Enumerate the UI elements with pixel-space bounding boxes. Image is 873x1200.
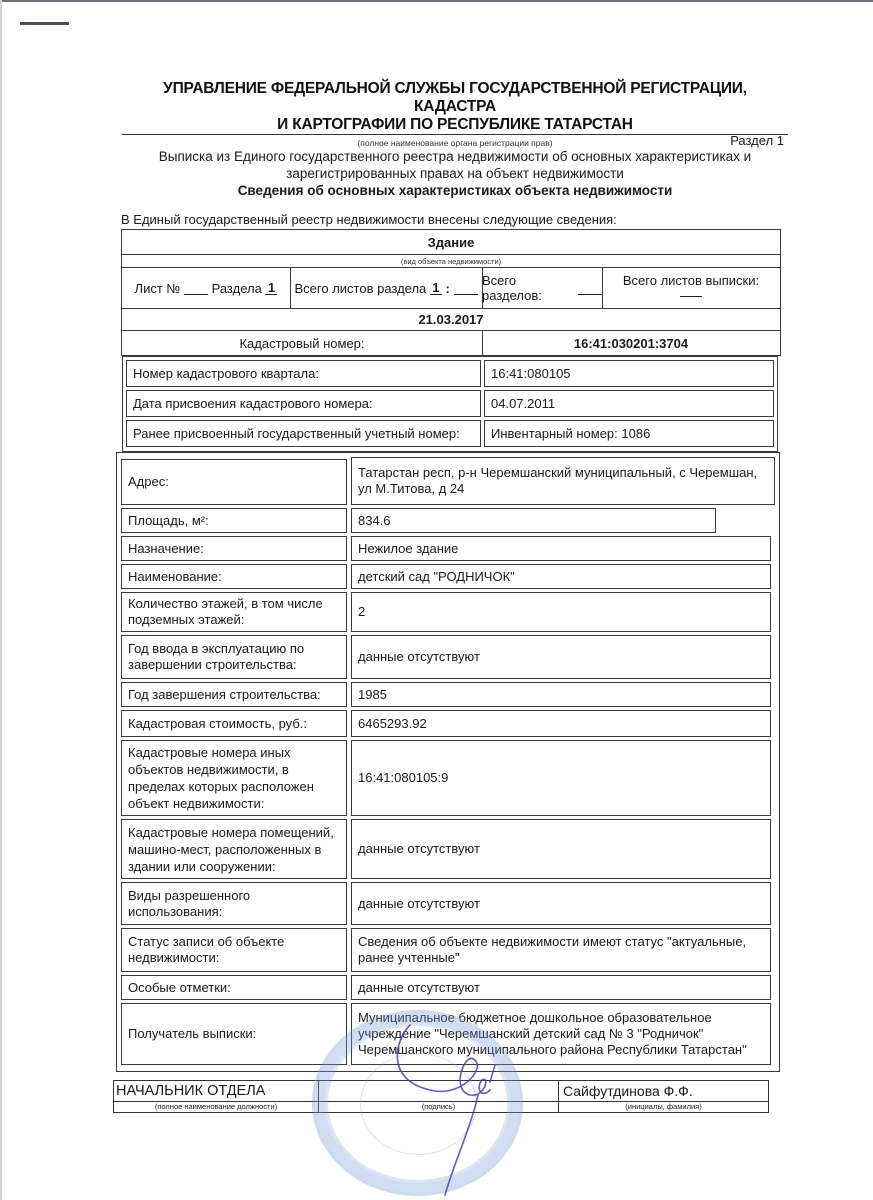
char-value	[351, 682, 771, 707]
char-value	[351, 710, 771, 737]
registry-value	[484, 390, 774, 417]
char-label	[121, 975, 347, 1000]
char-value-text: данные отсутствуют	[358, 841, 480, 856]
total-sheets-blank	[454, 281, 478, 295]
char-label-text: Год завершения строительства:	[128, 686, 321, 702]
name-caption: (инициалы, фамилия)	[559, 1101, 768, 1112]
agency-caption: (полное наименование органа регистрации прав)	[357, 138, 553, 148]
position-caption: (полное наименование должности)	[114, 1101, 318, 1112]
char-value-text: данные отсутствуют	[358, 979, 480, 995]
position-cell	[114, 1081, 319, 1112]
registry-value	[484, 420, 774, 447]
char-label-text: Виды разрешенного использования:	[128, 887, 251, 919]
char-value	[351, 882, 771, 925]
extract-date: 21.03.2017	[418, 312, 484, 327]
cadastral-number-value: 16:41:030201:3704	[573, 335, 689, 351]
char-value-text: Муниципальное бюджетное дошкольное образовательное учреждение "Черемшанский детский сад № 3 "Родничок" Черемшанского муниципального района Республики Татарстан"	[358, 1010, 747, 1057]
char-value-text: Сведения об объекте недвижимости имеют статус "актуальные, ранее учтенные"	[358, 934, 747, 965]
char-value	[351, 536, 771, 561]
scan-mark	[20, 22, 69, 25]
char-label-text: Получатель выписки:	[128, 1026, 257, 1041]
sheet-label: Лист №	[134, 280, 181, 296]
char-value-text: данные отсутствуют	[358, 895, 480, 911]
registry-label-text: Номер кадастрового квартала:	[133, 365, 319, 381]
char-label-text: Адрес:	[128, 474, 169, 489]
char-label-text: Особые отметки:	[128, 979, 231, 995]
agency-name-line1: УПРАВЛЕНИЕ ФЕДЕРАЛЬНОЙ СЛУЖБЫ ГОСУДАРСТВЕННОЙ РЕГИСТРАЦИИ, КАДАСТРА	[163, 80, 747, 115]
char-label-text: Площадь, м²:	[128, 512, 209, 528]
sheet-info-row	[122, 268, 780, 308]
total-sheets-section-cell: Всего листов раздела 1 :	[290, 268, 483, 308]
char-label	[121, 1003, 347, 1065]
char-label	[121, 710, 347, 737]
char-label-text: Статус записи об объекте недвижимости:	[128, 934, 285, 965]
char-value	[351, 592, 771, 632]
page-edge	[0, 0, 873, 2]
char-value-text: данные отсутствуют	[358, 649, 480, 664]
char-value-text: Нежилое здание	[358, 540, 459, 556]
char-value	[351, 928, 771, 972]
agency-name	[122, 80, 788, 135]
section-label: Раздел 1	[730, 133, 784, 148]
cadastral-number-row	[122, 331, 780, 355]
char-value	[351, 819, 771, 879]
registry-value	[484, 360, 774, 387]
extract-title-line1: Выписка из Единого государственного реестра недвижимости об основных характеристиках и	[158, 149, 752, 164]
registry-value-text: 16:41:080105	[491, 365, 571, 381]
char-label-text: Кадастровые номера помещений, машино-мест, расположенных в здании или сооружении:	[128, 824, 334, 874]
signature-block	[113, 1080, 769, 1113]
char-label	[121, 592, 347, 632]
total-sections-cell	[482, 268, 603, 308]
total-sections-blank	[578, 281, 602, 295]
extract-title	[118, 148, 792, 199]
object-header-block	[121, 229, 781, 356]
signature-cell	[319, 1081, 559, 1112]
document-header	[118, 80, 792, 149]
char-label	[121, 740, 347, 816]
char-value-text: Татарстан респ, р-н Черемшанский муниципальный, с Черемшан, ул М.Титова, д 24	[358, 465, 758, 496]
registry-label-text: Ранее присвоенный государственный учетный номер:	[133, 425, 460, 441]
total-extract-sheets-cell	[602, 268, 780, 308]
intro-text: В Единый государственный реестр недвижимости внесены следующие сведения:	[121, 212, 617, 227]
page-edge	[0, 0, 2, 1200]
char-label	[121, 508, 347, 533]
signature-caption: (подпись)	[319, 1101, 558, 1112]
total-extract-sheets-label: Всего листов выписки:	[622, 273, 760, 288]
char-label	[121, 459, 347, 505]
char-value	[351, 975, 771, 1000]
char-label	[121, 928, 347, 972]
registry-label	[126, 420, 481, 447]
sheet-section-value: 1	[265, 281, 277, 295]
total-sheets-section-value: 1	[430, 281, 442, 295]
sheet-number-blank	[184, 281, 208, 295]
name-cell	[559, 1081, 768, 1112]
char-value-text: 1985	[358, 686, 387, 702]
char-label	[121, 564, 347, 589]
char-value-text: 2	[358, 604, 366, 619]
sheet-number-cell	[122, 268, 291, 308]
char-value-text: 16:41:080105:9	[358, 770, 449, 785]
registry-label	[126, 390, 481, 417]
char-label-text: Назначение:	[128, 540, 204, 556]
total-sheets-section-label: Всего листов раздела	[294, 280, 427, 296]
char-label	[121, 536, 347, 561]
char-label-text: Год ввода в эксплуатацию по завершении строительства:	[128, 641, 305, 672]
object-type-caption: (вид объекта недвижимости)	[400, 256, 502, 266]
char-label	[121, 635, 347, 679]
char-value	[351, 457, 775, 505]
position-name: НАЧАЛЬНИК ОТДЕЛА	[116, 1083, 266, 1099]
agency-name-line2: И КАРТОГРАФИИ ПО РЕСПУБЛИКЕ ТАТАРСТАН	[277, 116, 633, 133]
char-label-text: Кадастровая стоимость, руб.:	[128, 715, 307, 731]
char-value	[351, 740, 771, 816]
registry-value-text: Инвентарный номер: 1086	[491, 425, 651, 441]
char-label-text: Кадастровые номера иных объектов недвижимости, в пределах которых расположен объект недвижимости:	[128, 745, 314, 811]
char-label	[121, 819, 347, 879]
cadastral-number-label: Кадастровый номер:	[122, 331, 483, 355]
char-label	[121, 682, 347, 707]
registry-label	[126, 360, 481, 387]
char-value	[351, 1003, 771, 1065]
char-value	[351, 508, 716, 533]
registry-value-text: 04.07.2011	[491, 395, 556, 411]
char-value	[351, 635, 771, 679]
char-value	[351, 564, 771, 589]
char-label-text: Наименование:	[128, 568, 222, 584]
char-label-text: Количество этажей, в том числе подземных этажей:	[128, 596, 323, 627]
char-label	[121, 882, 347, 925]
char-value-text: 834.6	[358, 512, 391, 528]
signer-name: Сайфутдинова Ф.Ф.	[563, 1083, 693, 1099]
characteristics-block	[116, 452, 780, 1072]
registry-label-text: Дата присвоения кадастрового номера:	[133, 395, 373, 411]
extract-title-line2: зарегистрированных правах на объект недвижимости	[286, 166, 624, 181]
char-value-text: 6465293.92	[358, 715, 427, 731]
char-value-text: детский сад "РОДНИЧОК"	[358, 568, 515, 584]
total-extract-sheets-blank	[680, 296, 702, 297]
sheet-section-label: Раздела	[211, 280, 262, 296]
extract-subtitle: Сведения об основных характеристиках объекта недвижимости	[237, 183, 673, 198]
registry-block	[122, 356, 778, 452]
total-sections-label: Всего разделов:	[482, 273, 542, 303]
object-type: Здание	[427, 234, 475, 250]
